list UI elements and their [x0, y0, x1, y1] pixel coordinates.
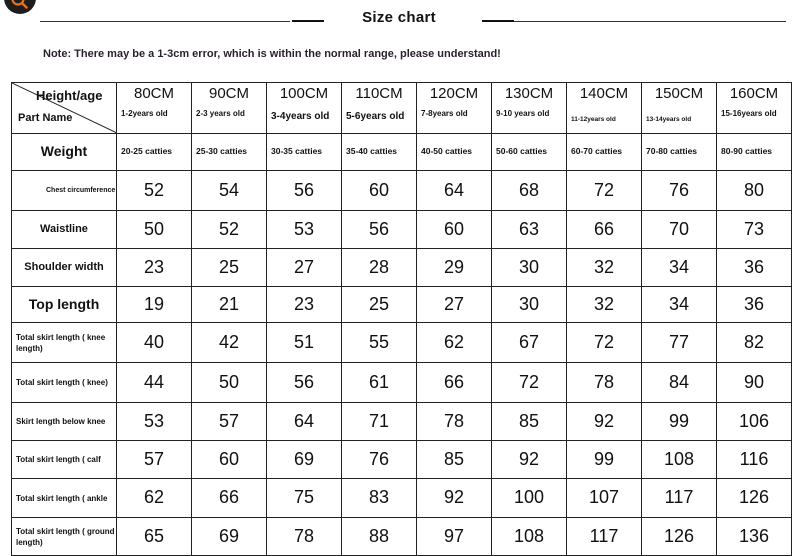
measurement-value: 92: [492, 441, 567, 479]
corner-cell: [12, 83, 117, 134]
weight-row: [12, 134, 792, 171]
error-note: Note: There may be a 1-3cm error, which is within the normal range, please understand!: [43, 48, 501, 60]
size-column-header: [642, 83, 717, 134]
title-dash-left: [292, 20, 324, 22]
row-label: Chest circumference: [12, 171, 117, 211]
measurement-row: [12, 249, 792, 287]
size-label: 100CM: [279, 85, 329, 102]
measurement-row: [12, 479, 792, 518]
measurement-value: 85: [417, 441, 492, 479]
weight-cell: 40-50 catties: [417, 134, 492, 171]
size-column-header: [117, 83, 192, 134]
measurement-value: 56: [267, 363, 342, 403]
measurement-value: 52: [117, 171, 192, 211]
measurement-value: 72: [567, 323, 642, 363]
measurement-value: 23: [267, 287, 342, 323]
measurement-row: [12, 211, 792, 249]
corner-label-part-name: Part Name: [18, 112, 73, 124]
measurement-value: 70: [642, 211, 717, 249]
measurement-value: 77: [642, 323, 717, 363]
measurement-row: [12, 441, 792, 479]
measurement-value: 64: [267, 403, 342, 441]
measurement-value: 40: [117, 323, 192, 363]
measurement-value: 67: [492, 323, 567, 363]
size-column-header: [717, 83, 792, 134]
row-label: Total skirt length ( calf: [12, 441, 117, 479]
measurement-value: 25: [192, 249, 267, 287]
size-chart-table: [11, 82, 792, 556]
measurement-row: [12, 323, 792, 363]
measurement-value: 61: [342, 363, 417, 403]
measurement-value: 28: [342, 249, 417, 287]
measurement-value: 57: [117, 441, 192, 479]
measurement-value: 107: [567, 479, 642, 518]
size-label: 160CM: [729, 85, 779, 102]
measurement-value: 69: [192, 518, 267, 556]
measurement-value: 68: [492, 171, 567, 211]
measurement-value: 30: [492, 249, 567, 287]
measurement-value: 78: [267, 518, 342, 556]
measurement-value: 84: [642, 363, 717, 403]
measurement-value: 76: [342, 441, 417, 479]
measurement-value: 90: [717, 363, 792, 403]
weight-cell: 60-70 catties: [567, 134, 642, 171]
age-label: 11-12years old: [571, 116, 616, 123]
measurement-value: 63: [492, 211, 567, 249]
weight-cell: 30-35 catties: [267, 134, 342, 171]
measurement-value: 50: [192, 363, 267, 403]
row-label: Total skirt length ( ankle: [12, 479, 117, 518]
measurement-value: 60: [417, 211, 492, 249]
measurement-value: 75: [267, 479, 342, 518]
measurement-value: 97: [417, 518, 492, 556]
size-column-header: [342, 83, 417, 134]
measurement-value: 66: [417, 363, 492, 403]
measurement-value: 29: [417, 249, 492, 287]
measurement-value: 83: [342, 479, 417, 518]
size-label: 140CM: [579, 85, 629, 102]
measurement-value: 21: [192, 287, 267, 323]
search-icon: [10, 0, 30, 11]
measurement-value: 66: [192, 479, 267, 518]
measurement-value: 56: [342, 211, 417, 249]
row-label-weight: Weight: [12, 134, 117, 171]
size-label: 130CM: [504, 85, 554, 102]
measurement-value: 85: [492, 403, 567, 441]
measurement-value: 78: [567, 363, 642, 403]
size-label: 120CM: [429, 85, 479, 102]
measurement-value: 51: [267, 323, 342, 363]
measurement-value: 57: [192, 403, 267, 441]
row-label: Total skirt length ( knee): [12, 363, 117, 403]
measurement-row: [12, 171, 792, 211]
measurement-value: 71: [342, 403, 417, 441]
row-label: Total skirt length ( ground length): [12, 518, 117, 556]
measurement-value: 73: [717, 211, 792, 249]
age-label: 3-4years old: [271, 111, 330, 122]
size-header-row: [12, 83, 792, 134]
measurement-value: 36: [717, 249, 792, 287]
size-column-header: [567, 83, 642, 134]
measurement-value: 82: [717, 323, 792, 363]
measurement-row: [12, 403, 792, 441]
title-rule-left: [40, 21, 290, 22]
measurement-value: 60: [192, 441, 267, 479]
measurement-value: 88: [342, 518, 417, 556]
size-label: 110CM: [355, 85, 403, 102]
measurement-value: 62: [417, 323, 492, 363]
age-label: 5-6years old: [346, 111, 405, 122]
measurement-value: 69: [267, 441, 342, 479]
measurement-value: 60: [342, 171, 417, 211]
measurement-value: 44: [117, 363, 192, 403]
measurement-value: 52: [192, 211, 267, 249]
measurement-value: 64: [417, 171, 492, 211]
measurement-value: 34: [642, 287, 717, 323]
age-label: 7-8years old: [421, 109, 468, 118]
weight-cell: 70-80 catties: [642, 134, 717, 171]
measurement-value: 108: [642, 441, 717, 479]
size-column-header: [267, 83, 342, 134]
measurement-value: 27: [417, 287, 492, 323]
size-column-header: [192, 83, 267, 134]
measurement-value: 99: [567, 441, 642, 479]
age-label: 9-10 years old: [496, 109, 550, 118]
measurement-value: 65: [117, 518, 192, 556]
measurement-value: 32: [567, 287, 642, 323]
measurement-value: 42: [192, 323, 267, 363]
measurement-value: 23: [117, 249, 192, 287]
corner-label-height-age: Height/age: [36, 88, 103, 103]
row-label: Waistline: [12, 211, 117, 249]
weight-cell: 25-30 catties: [192, 134, 267, 171]
size-label: 80CM: [133, 85, 174, 102]
title-rule-right: [514, 21, 786, 22]
measurement-row: [12, 363, 792, 403]
measurement-value: 117: [567, 518, 642, 556]
search-button[interactable]: [4, 0, 36, 14]
measurement-value: 27: [267, 249, 342, 287]
age-label: 2-3 years old: [196, 109, 245, 118]
age-label: 1-2years old: [121, 109, 168, 118]
weight-cell: 50-60 catties: [492, 134, 567, 171]
measurement-value: 25: [342, 287, 417, 323]
measurement-value: 54: [192, 171, 267, 211]
page-title: Size chart: [362, 9, 436, 26]
measurement-value: 53: [267, 211, 342, 249]
measurement-value: 126: [717, 479, 792, 518]
measurement-value: 30: [492, 287, 567, 323]
weight-cell: 35-40 catties: [342, 134, 417, 171]
title-dash-right: [482, 20, 514, 22]
row-label: Skirt length below knee: [12, 403, 117, 441]
size-label: 150CM: [654, 85, 704, 102]
age-label: 13-14years old: [646, 116, 692, 123]
measurement-value: 106: [717, 403, 792, 441]
measurement-value: 80: [717, 171, 792, 211]
measurement-value: 19: [117, 287, 192, 323]
measurement-value: 32: [567, 249, 642, 287]
row-label: Total skirt length ( knee length): [12, 323, 117, 363]
measurement-value: 117: [642, 479, 717, 518]
age-label: 15-16years old: [721, 109, 777, 118]
measurement-value: 92: [417, 479, 492, 518]
measurement-value: 53: [117, 403, 192, 441]
measurement-value: 50: [117, 211, 192, 249]
measurement-value: 126: [642, 518, 717, 556]
measurement-value: 72: [567, 171, 642, 211]
row-label: Top length: [12, 287, 117, 323]
measurement-value: 78: [417, 403, 492, 441]
measurement-value: 100: [492, 479, 567, 518]
measurement-value: 116: [717, 441, 792, 479]
measurement-value: 56: [267, 171, 342, 211]
measurement-value: 72: [492, 363, 567, 403]
measurement-value: 92: [567, 403, 642, 441]
measurement-value: 76: [642, 171, 717, 211]
measurement-value: 66: [567, 211, 642, 249]
measurement-value: 62: [117, 479, 192, 518]
measurement-row: [12, 518, 792, 556]
measurement-value: 99: [642, 403, 717, 441]
measurement-value: 136: [717, 518, 792, 556]
size-column-header: [492, 83, 567, 134]
weight-cell: 80-90 catties: [717, 134, 792, 171]
measurement-value: 36: [717, 287, 792, 323]
measurement-row: [12, 287, 792, 323]
measurement-value: 34: [642, 249, 717, 287]
size-label: 90CM: [208, 85, 249, 102]
size-column-header: [417, 83, 492, 134]
weight-cell: 20-25 catties: [117, 134, 192, 171]
row-label: Shoulder width: [12, 249, 117, 287]
measurement-value: 55: [342, 323, 417, 363]
measurement-value: 108: [492, 518, 567, 556]
